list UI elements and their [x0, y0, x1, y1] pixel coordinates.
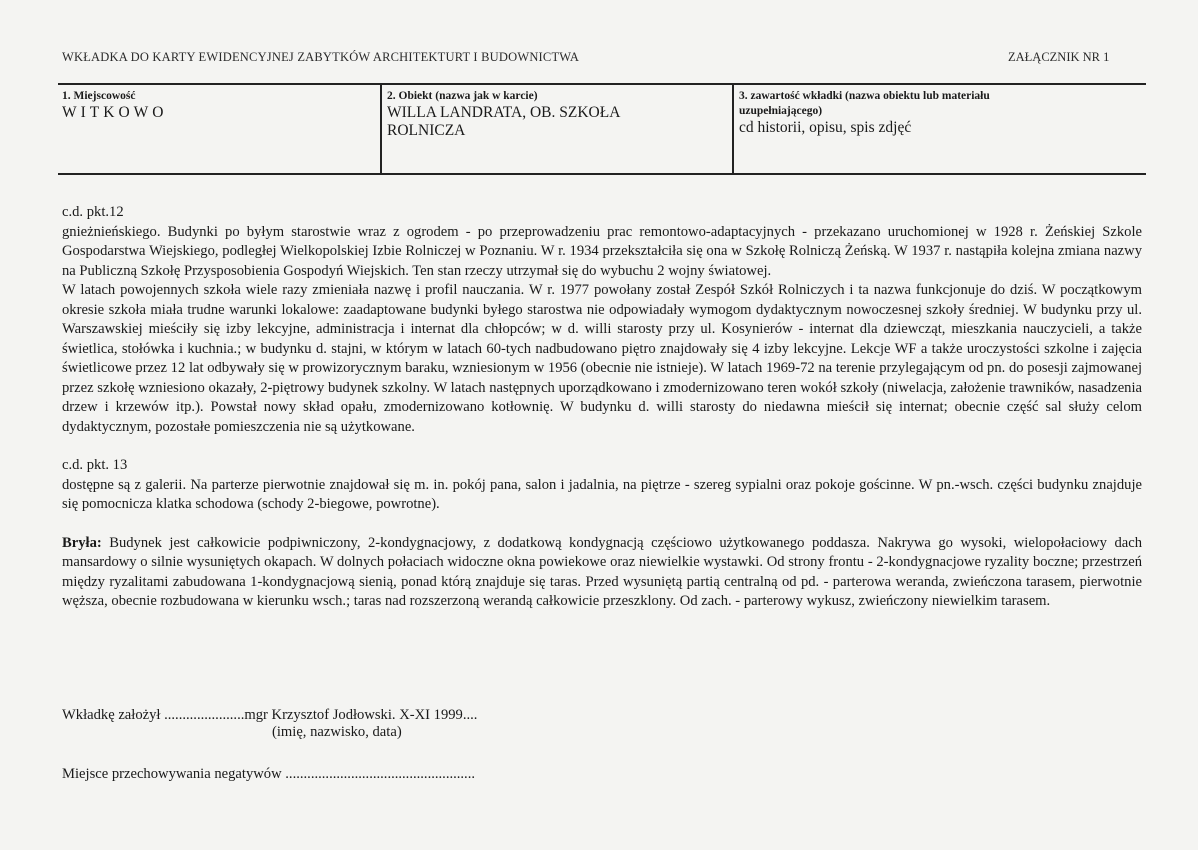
field-locality [62, 85, 380, 173]
document-title: WKŁADKA DO KARTY EWIDENCYJNEJ ZABYTKÓW ARCHITEKTURT I BUDOWNICTWA [62, 50, 580, 64]
field-contents-label-line1: 3. zawartość wkładki (nazwa obiektu lub materiału [739, 90, 990, 102]
section12-paragraph-2: W latach powojennych szkoła wiele razy zmieniała nazwę i profil nauczania. W r. 1977 powołany został Zespół Szkół Rolniczych i ta nazwa funkcjonuje do dziś. W początkowym okresie szkoła miała trudne warunki lokalowe: zaadaptowane budynki byłego starostwa nie odpowiadały wymogom dydaktycznym nowoczesnej szkoły średniej. W budynku przy ul. Warszawskiej mieściły się izby lekcyjne, administracja i internat dla chłopców; w d. willi starosty przy ul. Kosynierów - internat dla dziewcząt, mieszkania nauczycieli, a także świetlica, stołówka i kuchnia.; w budynku d. stajni, w którym w latach 60-tych nadbudowano piętro znajdowały się 4 izby lekcyjne. Lekcje WF a także uroczystości szkolne i zajęcia świetlicowe przez 12 lat odbywały się w prowizorycznym baraku, wzniesionym w 1956 (obecnie nie istnieje). W latach 1969-72 na terenie przylegającym od pn. do posesji zajmowanej przez szkołę wzniesiono okazały, 2-piętrowy budynek szkolny. W latach następnych uporządkowano i zmodernizowano teren wokół szkoły (niwelacja, założenie trawników, nasadzenia drzew i krzewów itp.). Powstał nowy skład opału, zmodernizowano kotłownię. W budynku d. willi starosty do niedawna mieścił się internat; obecnie część sal służy celom dydaktycznym, pozostałe pomieszczenia nie są użytkowane. [62, 282, 1142, 435]
document-body [62, 203, 1142, 612]
field-object-value-line2: ROLNICZA [387, 122, 466, 139]
field-contents [732, 85, 1146, 173]
section12-paragraph-1: gnieżnieńskiego. Budynki po byłym starostwie wraz z ogrodem - po przeprowadzeniu prac remontowo-adaptacyjnych - przekazano uruchomionej w 1928 r. Żeńskiej Szkole Gospodarstwa Wiejskiego, podległej Wielkopolskiej Izbie Rolniczej w Poznaniu. W r. 1934 przekształciła się ona w Szkołę Rolniczą Żeńską. W 1937 r. nastąpiła kolejna zmiana nazwy na Publiczną Szkołę Przysposobienia Gospodyń Wiejskich. Ten stan rzeczy utrzymał się do wybuchu 2 wojny światowej. [62, 223, 1142, 279]
bryla-paragraph [62, 534, 1142, 612]
created-by-hint: (imię, nazwisko, data) [272, 724, 402, 740]
field-object-value-line1: WILLA LANDRATA, OB. SZKOŁA [387, 104, 621, 121]
bryla-text: Budynek jest całkowicie podpiwniczony, 2-kondygnacjowy, z dodatkową kondygnacją częściowo użytkowanego poddasza. Nakrywa go wysoki, wielopołaciowy dach mansardowy o silnie wysuniętych okapach. W dolnych połaciach widoczne okna powiekowe oraz niewielkie wystawki. Od strony frontu - 2-kondygnacjowe ryzality boczne; przestrzeń między ryzalitami zabudowana 1-kondygnacjową sienią, ponad którą znajduje się taras. Przed wysuniętą partią centralną od pd. - parterowa weranda, zwieńczona tarasem, pierwotnie węższa, obecnie rozbudowana w kierunku wsch.; taras nad rozszerzoną werandą całkowicie przeszklony. Od zach. - parterowy wykusz, zwieńczony niewielkim tarasem. [62, 534, 1142, 609]
field-object-label: 2. Obiekt (nazwa jak w karcie) [387, 90, 538, 102]
field-contents-value: cd historii, opisu, spis zdjęć [739, 119, 912, 136]
field-locality-value: WITKOWO [62, 104, 168, 121]
section13-paragraph: dostępne są z galerii. Na parterze pierwotnie znajdował się m. in. pokój pana, salon i jadalnia, na piętrze - szereg sypialni oraz pokoje gościnne. W pn.-wsch. części budynku znajduje się pomocnicza klatka schodowa (schody 2-biegowe, powrotne). [62, 476, 1142, 512]
field-contents-label-line2: uzupełniającego) [739, 105, 823, 117]
header-fields-table [58, 83, 1146, 175]
attachment-number: ZAŁĄCZNIK NR 1 [1008, 50, 1110, 64]
field-object [380, 85, 732, 173]
field-locality-label: 1. Miejscowość [62, 90, 136, 102]
section13-heading: c.d. pkt. 13 [62, 457, 128, 473]
negatives-storage-line: Miejsce przechowywania negatywów .................................................... [62, 766, 476, 782]
section12-heading: c.d. pkt.12 [62, 204, 124, 220]
created-by-line: Wkładkę założył ......................mgr Krzysztof Jodłowski. X-XI 1999.... [62, 707, 478, 723]
bryla-label: Bryła: [62, 534, 102, 551]
